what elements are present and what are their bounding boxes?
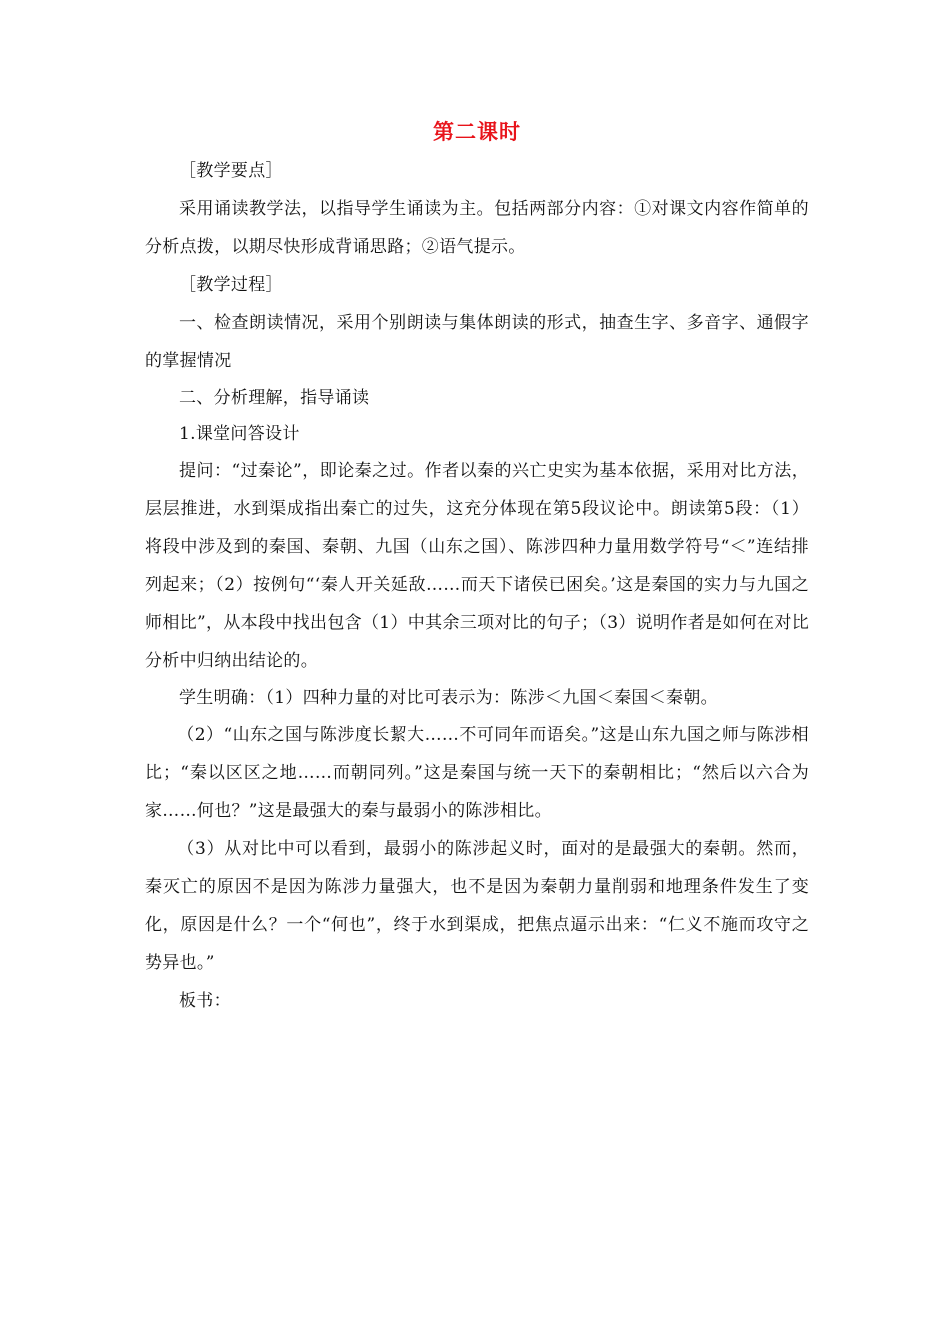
paragraph-blackboard: 板书：: [179, 991, 231, 1011]
paragraph-question-design: 1.课堂问答设计: [179, 424, 300, 444]
paragraph-student-answer: 学生明确：（1）四种力量的对比可表示为：陈涉＜九国＜秦国＜秦朝。: [179, 688, 718, 708]
section-heading-teaching-process: ［教学过程］: [179, 275, 283, 295]
paragraph-teaching-method: 采用诵读教学法，以指导学生诵读为主。包括两部分内容：①对课文内容作简单的分析点拨，以期尽快形成背诵思路；②语气提示。: [145, 199, 809, 257]
paragraph-question: 提问：“过秦论”，即论秦之过。作者以秦的兴亡史实为基本依据，采用对比方法，层层推进，水到渠成指出秦亡的过失，这充分体现在第5段议论中。朗读第5段：（1）将段中涉及到的秦国、秦朝、九国（山东之国）、陈涉四种力量用数学符号“＜”连结排列起来；（2）按例句“‘秦人开关延敌……而天下诸侯已困矣。’这是秦国的实力与九国之师相比”，从本段中找出包含（1）中其余三项对比的句子；（3）说明作者是如何在对比分析中归纳出结论的。: [145, 461, 809, 671]
paragraph-comparison-3: （3）从对比中可以看到，最弱小的陈涉起义时，面对的是最强大的秦朝。然而，秦灭亡的原因不是因为陈涉力量强大，也不是因为秦朝力量削弱和地理条件发生了变化，原因是什么？一个“何也”，终于水到渠成，把焦点逼示出来：“仁义不施而攻守之势异也。”: [145, 839, 809, 973]
document-page: [145, 118, 809, 1020]
paragraph-reading-check: 一、检查朗读情况，采用个别朗读与集体朗读的形式，抽查生字、多音字、通假字的掌握情况: [145, 313, 809, 371]
section-heading-teaching-points: ［教学要点］: [179, 161, 283, 181]
document-title: 第二课时: [433, 120, 521, 144]
paragraph-comparison-2: （2）“山东之国与陈涉度长絜大……不可同年而语矣。”这是山东九国之师与陈涉相比；“秦以区区之地……而朝同列。”这是秦国与统一天下的秦朝相比；“然后以六合为家……何也？”这是最强大的秦与最弱小的陈涉相比。: [145, 725, 809, 821]
paragraph-analysis-heading: 二、分析理解，指导诵读: [179, 388, 370, 408]
